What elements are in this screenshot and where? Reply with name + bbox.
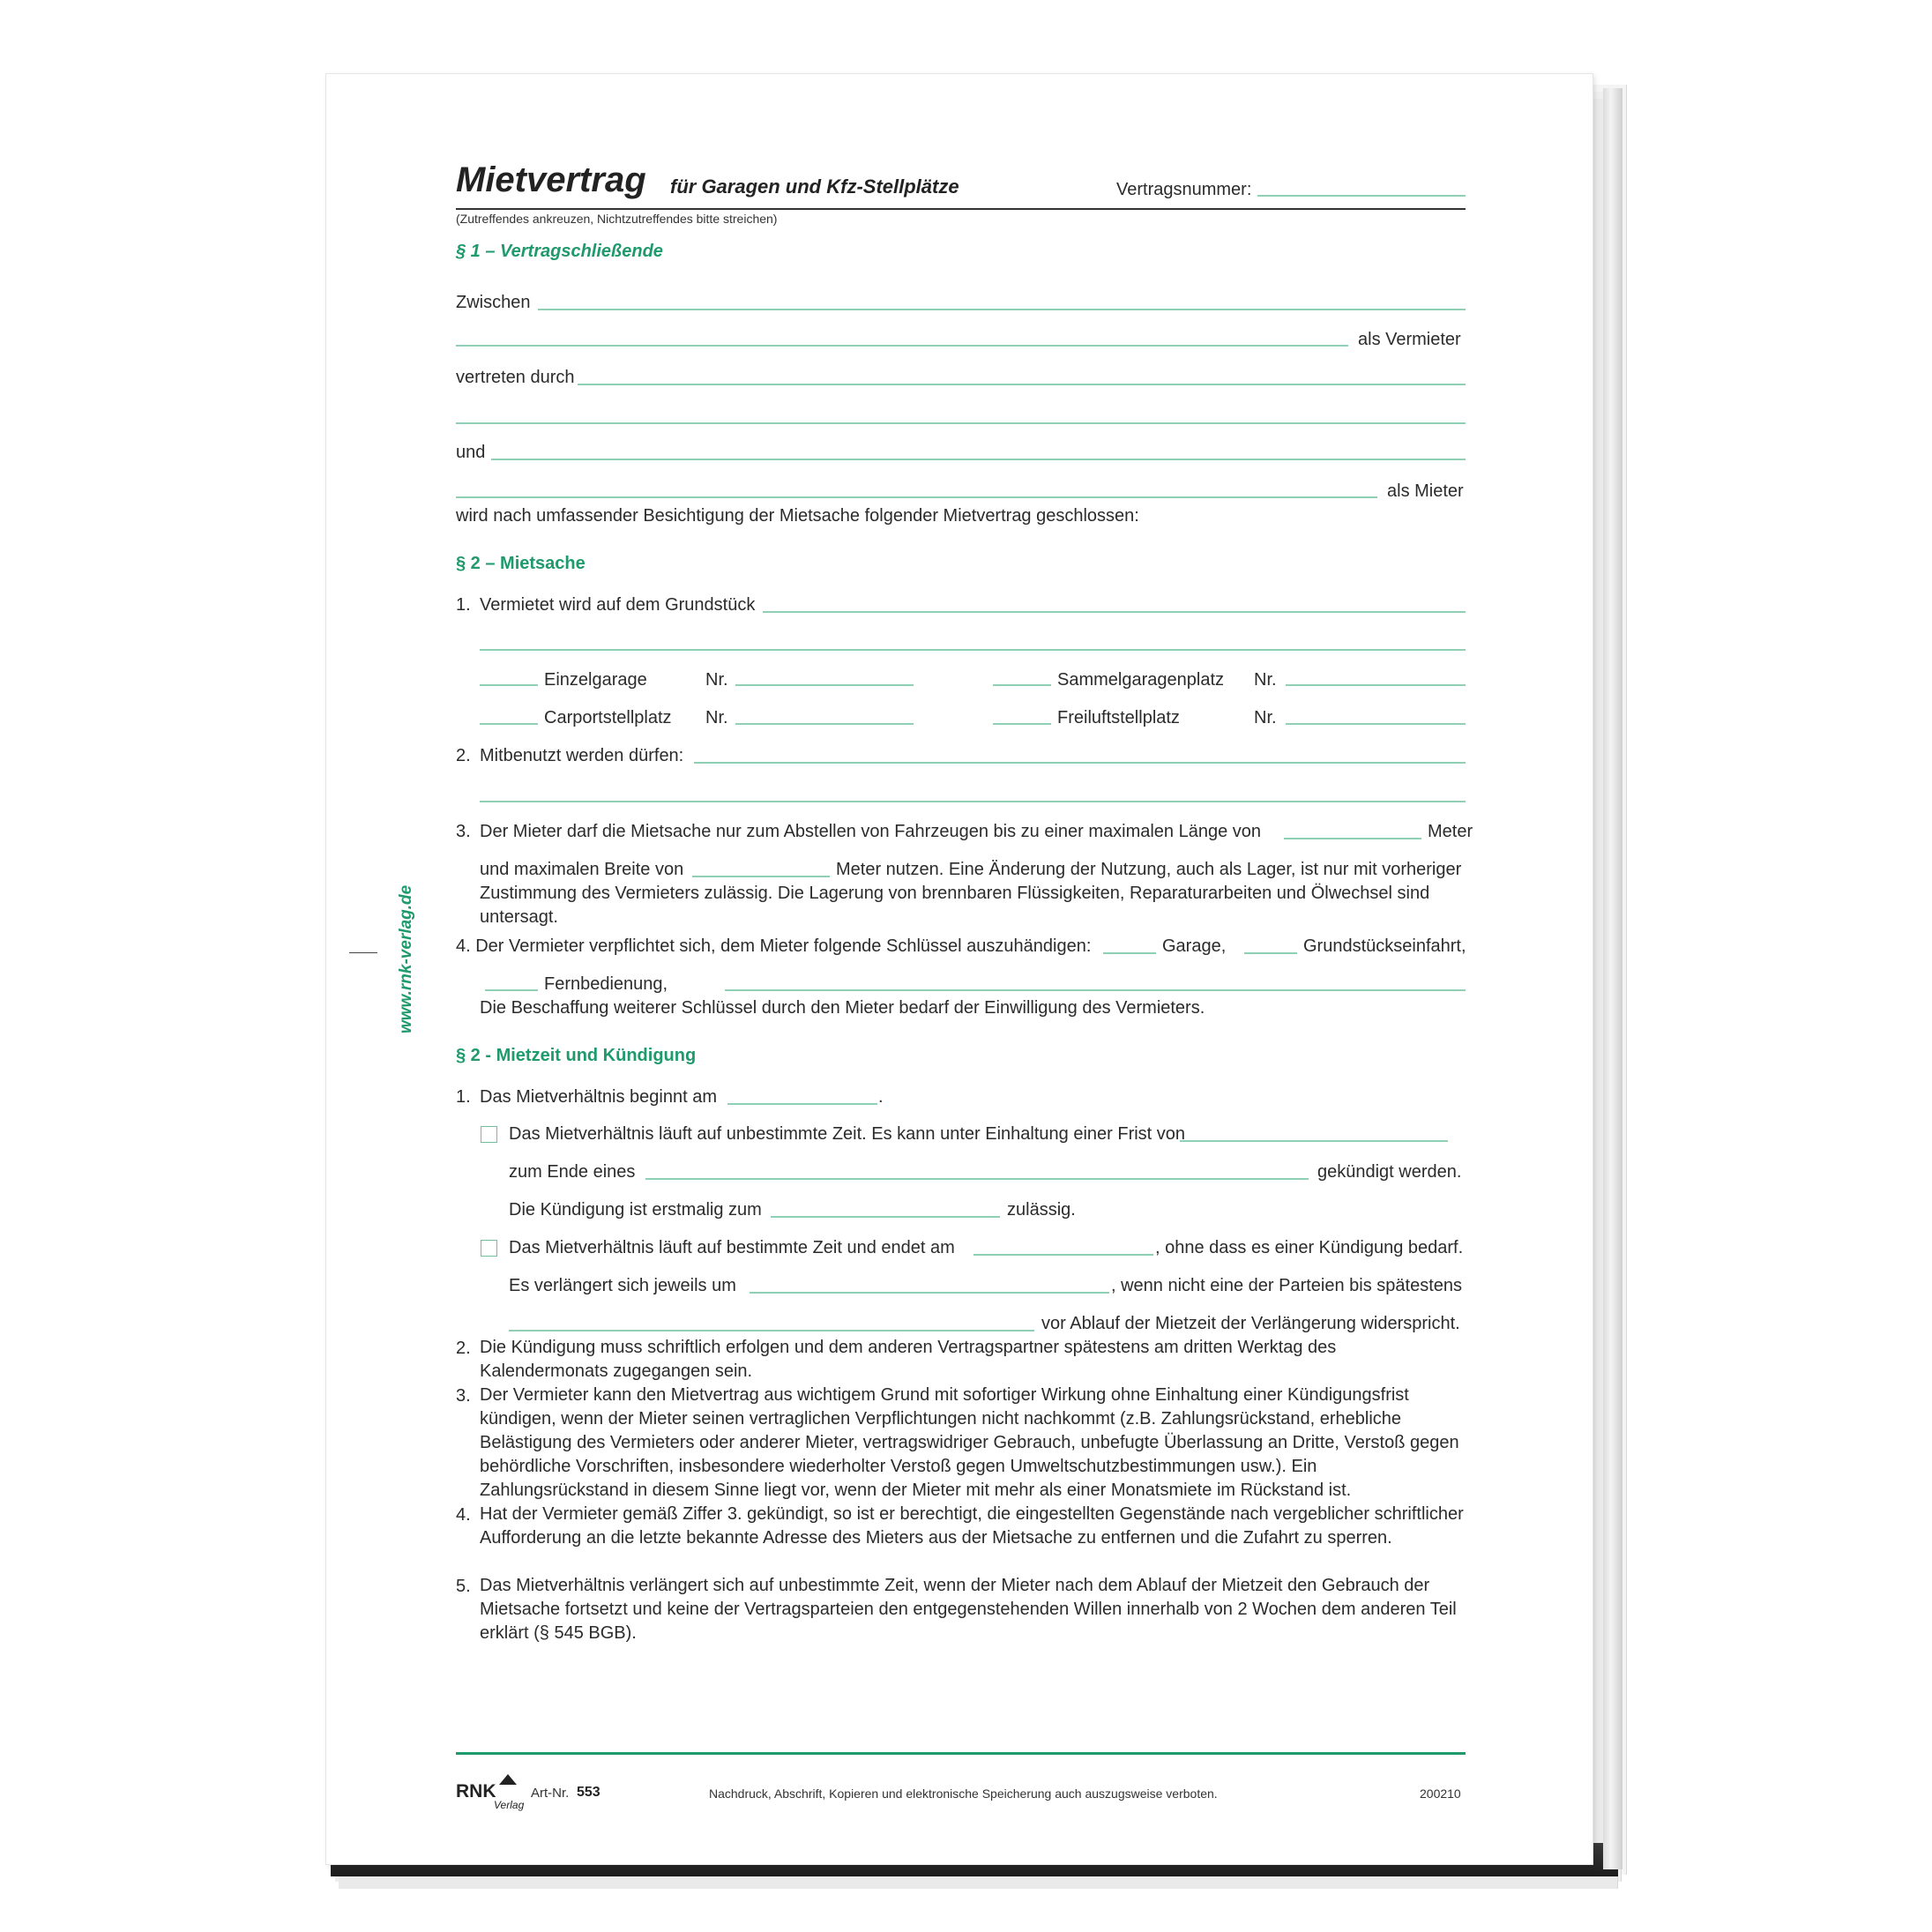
usage-text: Meter nutzen. Eine Änderung der Nutzung, auch als Lager, ist nur mit vorheriger bbox=[836, 860, 1462, 879]
form-code: 200210 bbox=[1420, 1787, 1461, 1801]
concluded-text: wird nach umfassender Besichtigung der Mietsache folgender Mietvertrag geschlossen: bbox=[456, 506, 1139, 526]
as-tenant-label: als Mieter bbox=[1387, 481, 1464, 501]
represented-field[interactable] bbox=[578, 384, 1466, 385]
clause-4-text: Hat der Vermieter gemäß Ziffer 3. gekündigt, so ist er berechtigt, die eingestellten Gegenstände nach vergeblicher schriftlicher Aufforderung an die letzte bekannte Adresse des Mieters aus der Mietsache zu entfernen und die Zufahrt zu sperren. bbox=[480, 1504, 1464, 1548]
item-number: 2. bbox=[456, 1339, 471, 1358]
page-subtitle: für Garagen und Kfz-Stellplätze bbox=[670, 175, 959, 198]
instruction-note: (Zutreffendes ankreuzen, Nichtzutreffendes bitte streichen) bbox=[456, 212, 778, 226]
form-page bbox=[326, 74, 1593, 1864]
between-label: Zwischen bbox=[456, 293, 531, 312]
copyright-notice: Nachdruck, Abschrift, Kopieren und elektronische Speicherung auch auszugsweise verboten. bbox=[709, 1787, 1218, 1801]
property-label: Vermietet wird auf dem Grundstück bbox=[480, 595, 756, 615]
freiluft-nr-field[interactable] bbox=[1286, 723, 1466, 725]
end-date-field[interactable] bbox=[973, 1254, 1153, 1256]
first-termination-label: Die Kündigung ist erstmalig zum bbox=[509, 1200, 762, 1220]
shared-use-field[interactable] bbox=[694, 762, 1466, 764]
clause-5-text: Das Mietverhältnis verlängert sich auf unbestimmte Zeit, wenn der Mieter nach dem Ablauf der Mietzeit den Gebrauch der Mietsache fortsetzt und keine der Vertragsparteien den entgegenstehenden Willen innerhalb von 2 Wochen dem anderen Teil erklärt (§ 545 BGB). bbox=[480, 1576, 1457, 1643]
first-termination-field[interactable] bbox=[771, 1216, 1000, 1218]
limited-text: Das Mietverhältnis läuft auf bestimmte Zeit und endet am bbox=[509, 1238, 955, 1257]
section-3-heading: § 2 - Mietzeit und Kündigung bbox=[456, 1046, 697, 1065]
gate-key-field[interactable] bbox=[1244, 952, 1297, 954]
clause-3-text: Der Vermieter kann den Mietvertrag aus wichtigem Grund mit sofortiger Wirkung ohne Einhaltung einer Kündigungsfrist kündigen, wenn der Mieter seinen vertraglichen Verpflichtungen nicht nachkommt (z.B. Zahlungsrückstand, erhebliche Belästigung des Vermieters oder anderer Mieter, vertragswidriger Gebrauch, unbefugte Überlassung an Dritte, Verstoß gegen behördliche Vorschriften, insbesondere wiederholter Verstoß gegen Umweltschutzbestimmungen usw.). Ein Zahlungsrückstand in diesem Sinne liegt vor, wenn der Mieter mit mehr als einer Monatsmiete im Rückstand ist. bbox=[480, 1385, 1459, 1500]
item-number: 5. bbox=[456, 1577, 471, 1596]
gate-key-label: Grundstückseinfahrt, bbox=[1303, 936, 1466, 956]
start-label: Das Mietverhältnis beginnt am bbox=[480, 1087, 718, 1107]
max-length-text: Der Mieter darf die Mietsache nur zum Abstellen von Fahrzeugen bis zu einer maximalen Länge von bbox=[480, 822, 1262, 841]
remote-key-field[interactable] bbox=[485, 989, 538, 991]
no-notice-text: , ohne dass es einer Kündigung bedarf. bbox=[1155, 1238, 1464, 1257]
unlimited-text: Das Mietverhältnis läuft auf unbestimmte Zeit. Es kann unter Einhaltung einer Frist von bbox=[509, 1124, 1186, 1144]
end-of-field[interactable] bbox=[645, 1178, 1309, 1180]
logo-sub: Verlag bbox=[494, 1799, 525, 1811]
sammel-label: Sammelgaragenplatz bbox=[1057, 670, 1224, 690]
item-number: 3. bbox=[456, 1386, 471, 1406]
item-number: 1. bbox=[456, 595, 471, 615]
max-length-field[interactable] bbox=[1284, 838, 1421, 839]
carport-mark[interactable] bbox=[480, 723, 538, 725]
extends-label: Es verlängert sich jeweils um bbox=[509, 1276, 736, 1295]
einzelgarage-nr-field[interactable] bbox=[735, 684, 914, 686]
footer-rule bbox=[456, 1752, 1466, 1755]
shared-use-field-2[interactable] bbox=[480, 801, 1466, 802]
objection-deadline-field[interactable] bbox=[509, 1330, 1034, 1332]
extension-field[interactable] bbox=[750, 1292, 1109, 1294]
freiluft-label: Freiluftstellplatz bbox=[1057, 708, 1180, 727]
item-number: 2. bbox=[456, 746, 471, 765]
logo-arrow-icon bbox=[499, 1774, 517, 1785]
landlord-field[interactable] bbox=[456, 345, 1348, 347]
contract-number-field[interactable] bbox=[1257, 195, 1466, 197]
keys-text: 4. Der Vermieter verpflichtet sich, dem Mieter folgende Schlüssel auszuhändigen: bbox=[456, 936, 1092, 956]
end-of-label: zum Ende eines bbox=[509, 1162, 636, 1182]
property-field[interactable] bbox=[763, 611, 1466, 613]
clause-2-text: Die Kündigung muss schriftlich erfolgen und dem anderen Vertragspartner spätestens am dritten Werktag des Kalendermonats zugegangen sein. bbox=[480, 1338, 1337, 1381]
nr-label: Nr. bbox=[705, 670, 728, 690]
shared-use-label: Mitbenutzt werden dürfen: bbox=[480, 746, 684, 765]
property-field-2[interactable] bbox=[480, 649, 1466, 651]
between-field[interactable] bbox=[538, 309, 1466, 310]
nr-label: Nr. bbox=[705, 708, 728, 727]
and-label: und bbox=[456, 443, 486, 462]
keys-note: Die Beschaffung weiterer Schlüssel durch den Mieter bedarf der Einwilligung des Vermieters. bbox=[480, 998, 1205, 1018]
item-number: 4. bbox=[456, 1505, 471, 1525]
section-2-heading: § 2 – Mietsache bbox=[456, 554, 586, 573]
garage-key-label: Garage, bbox=[1162, 936, 1227, 956]
limited-checkbox[interactable] bbox=[481, 1240, 497, 1257]
nr-label: Nr. bbox=[1254, 670, 1277, 690]
permitted-label: zulässig. bbox=[1007, 1200, 1076, 1220]
represented-label: vertreten durch bbox=[456, 368, 575, 387]
title-rule bbox=[456, 208, 1466, 210]
garage-key-field[interactable] bbox=[1103, 952, 1156, 954]
usage-text-2: Zustimmung des Vermieters zulässig. Die Lagerung von brennbaren Flüssigkeiten, Reparaturarbeiten und Ölwechsel sind bbox=[480, 884, 1430, 903]
item-number: 3. bbox=[456, 822, 471, 841]
tenant-field[interactable] bbox=[491, 459, 1466, 460]
item-number: 1. bbox=[456, 1087, 471, 1107]
section-1-heading: § 1 – Vertragschließende bbox=[456, 242, 663, 261]
unless-text: , wenn nicht eine der Parteien bis spätestens bbox=[1111, 1276, 1463, 1295]
side-url: www.rnk-verlag.de bbox=[397, 884, 415, 1033]
rnk-logo: RNK bbox=[456, 1781, 496, 1801]
carport-label: Carportstellplatz bbox=[544, 708, 672, 727]
einzelgarage-label: Einzelgarage bbox=[544, 670, 647, 690]
remote-key-label: Fernbedienung, bbox=[544, 974, 668, 994]
pad-edge-right bbox=[1603, 88, 1622, 1869]
art-label: Art-Nr. bbox=[531, 1786, 570, 1801]
terminated-label: gekündigt werden. bbox=[1317, 1162, 1462, 1182]
freiluft-mark[interactable] bbox=[993, 723, 1051, 725]
einzelgarage-mark[interactable] bbox=[480, 684, 538, 686]
fold-mark bbox=[349, 952, 377, 953]
objection-text: vor Ablauf der Mietzeit der Verlängerung widerspricht. bbox=[1041, 1314, 1460, 1333]
page-title: Mietvertrag bbox=[456, 160, 646, 199]
sammel-mark[interactable] bbox=[993, 684, 1051, 686]
period: . bbox=[878, 1087, 884, 1107]
notice-period-field[interactable] bbox=[1180, 1140, 1448, 1142]
usage-text-3: untersagt. bbox=[480, 907, 558, 927]
art-number: 553 bbox=[577, 1785, 600, 1800]
as-landlord-label: als Vermieter bbox=[1358, 330, 1461, 349]
contract-number-label: Vertragsnummer: bbox=[1116, 180, 1252, 199]
sammel-nr-field[interactable] bbox=[1286, 684, 1466, 686]
meter-label: Meter bbox=[1428, 822, 1473, 841]
max-width-text: und maximalen Breite von bbox=[480, 860, 684, 879]
represented-field-2[interactable] bbox=[456, 422, 1466, 424]
tenant-field-2[interactable] bbox=[456, 496, 1377, 498]
unlimited-checkbox[interactable] bbox=[481, 1126, 497, 1143]
max-width-field[interactable] bbox=[692, 876, 830, 877]
start-date-field[interactable] bbox=[727, 1103, 877, 1105]
other-keys-field[interactable] bbox=[725, 989, 1466, 991]
nr-label: Nr. bbox=[1254, 708, 1277, 727]
carport-nr-field[interactable] bbox=[735, 723, 914, 725]
